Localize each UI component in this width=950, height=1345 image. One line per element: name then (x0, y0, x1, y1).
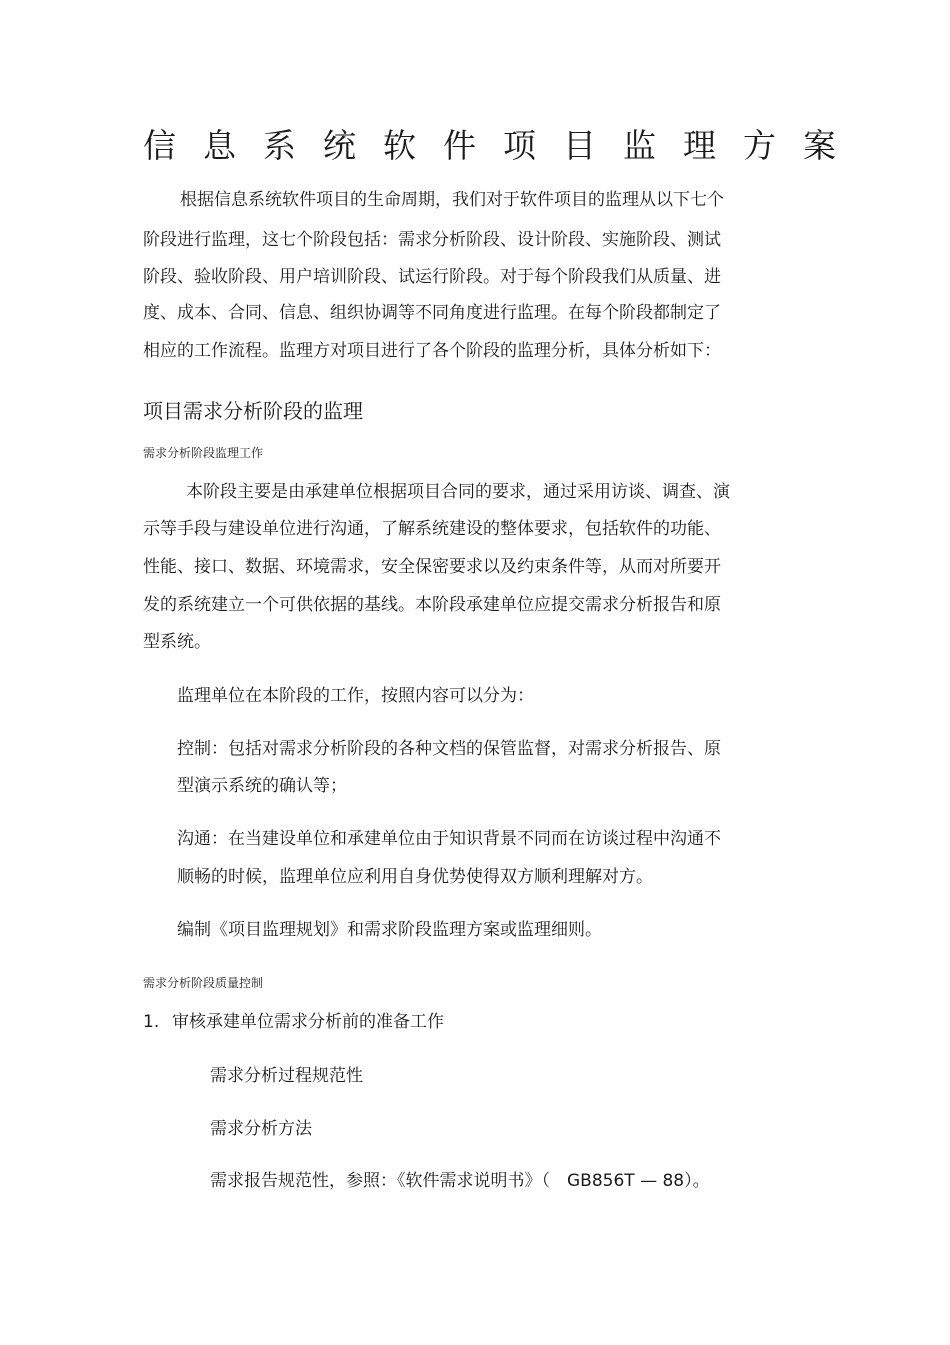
control-line: 控制：包括对需求分析阶段的各种文档的保管监督，对需求分析报告、原 (177, 739, 721, 759)
communication-line: 沟通：在当建设单位和承建单位由于知识背景不同而在访谈过程中沟通不 (177, 829, 721, 849)
intro-line: 根据信息系统软件项目的生命周期，我们对于软件项目的监理从以下七个 (180, 190, 724, 210)
sub-list-item: 需求分析过程规范性 (210, 1066, 363, 1086)
section-heading: 项目需求分析阶段的监理 (143, 399, 363, 423)
document-title: 信息系统软件项目监理方案 (143, 126, 863, 165)
intro-line: 阶段进行监理，这七个阶段包括：需求分析阶段、设计阶段、实施阶段、测试 (143, 230, 721, 250)
compile-line: 编制《项目监理规划》和需求阶段监理方案或监理细则。 (177, 920, 602, 940)
subsection-heading: 需求分析阶段质量控制 (143, 976, 264, 990)
para-line: 型系统。 (143, 632, 211, 652)
para-line: 本阶段主要是由承建单位根据项目合同的要求，通过采用访谈、调查、演 (186, 482, 730, 502)
para-line: 示等手段与建设单位进行沟通，了解系统建设的整体要求，包括软件的功能、 (143, 519, 721, 539)
sub-list-item: 需求报告规范性，参照：《软件需求说明书》（ GB856T — 88）。 (210, 1171, 710, 1191)
work-intro: 监理单位在本阶段的工作，按照内容可以分为： (177, 686, 534, 706)
intro-line: 阶段、验收阶段、用户培训阶段、试运行阶段。对于每个阶段我们从质量、进 (143, 267, 721, 287)
intro-line: 相应的工作流程。监理方对项目进行了各个阶段的监理分析，具体分析如下： (143, 341, 721, 361)
para-line: 性能、接口、数据、环境需求，安全保密要求以及约束条件等，从而对所要开 (143, 557, 721, 577)
list-item-number: 1. (143, 1012, 160, 1032)
subsection-heading: 需求分析阶段监理工作 (143, 446, 264, 460)
para-line: 发的系统建立一个可供依据的基线。本阶段承建单位应提交需求分析报告和原 (143, 595, 721, 615)
intro-line: 度、成本、合同、信息、组织协调等不同角度进行监理。在每个阶段都制定了 (143, 303, 721, 323)
communication-line: 顺畅的时候，监理单位应利用自身优势使得双方顺利理解对方。 (177, 867, 653, 887)
control-line: 型演示系统的确认等； (177, 776, 347, 796)
list-item-text: 审核承建单位需求分析前的准备工作 (172, 1012, 444, 1032)
sub-list-item: 需求分析方法 (210, 1119, 312, 1139)
